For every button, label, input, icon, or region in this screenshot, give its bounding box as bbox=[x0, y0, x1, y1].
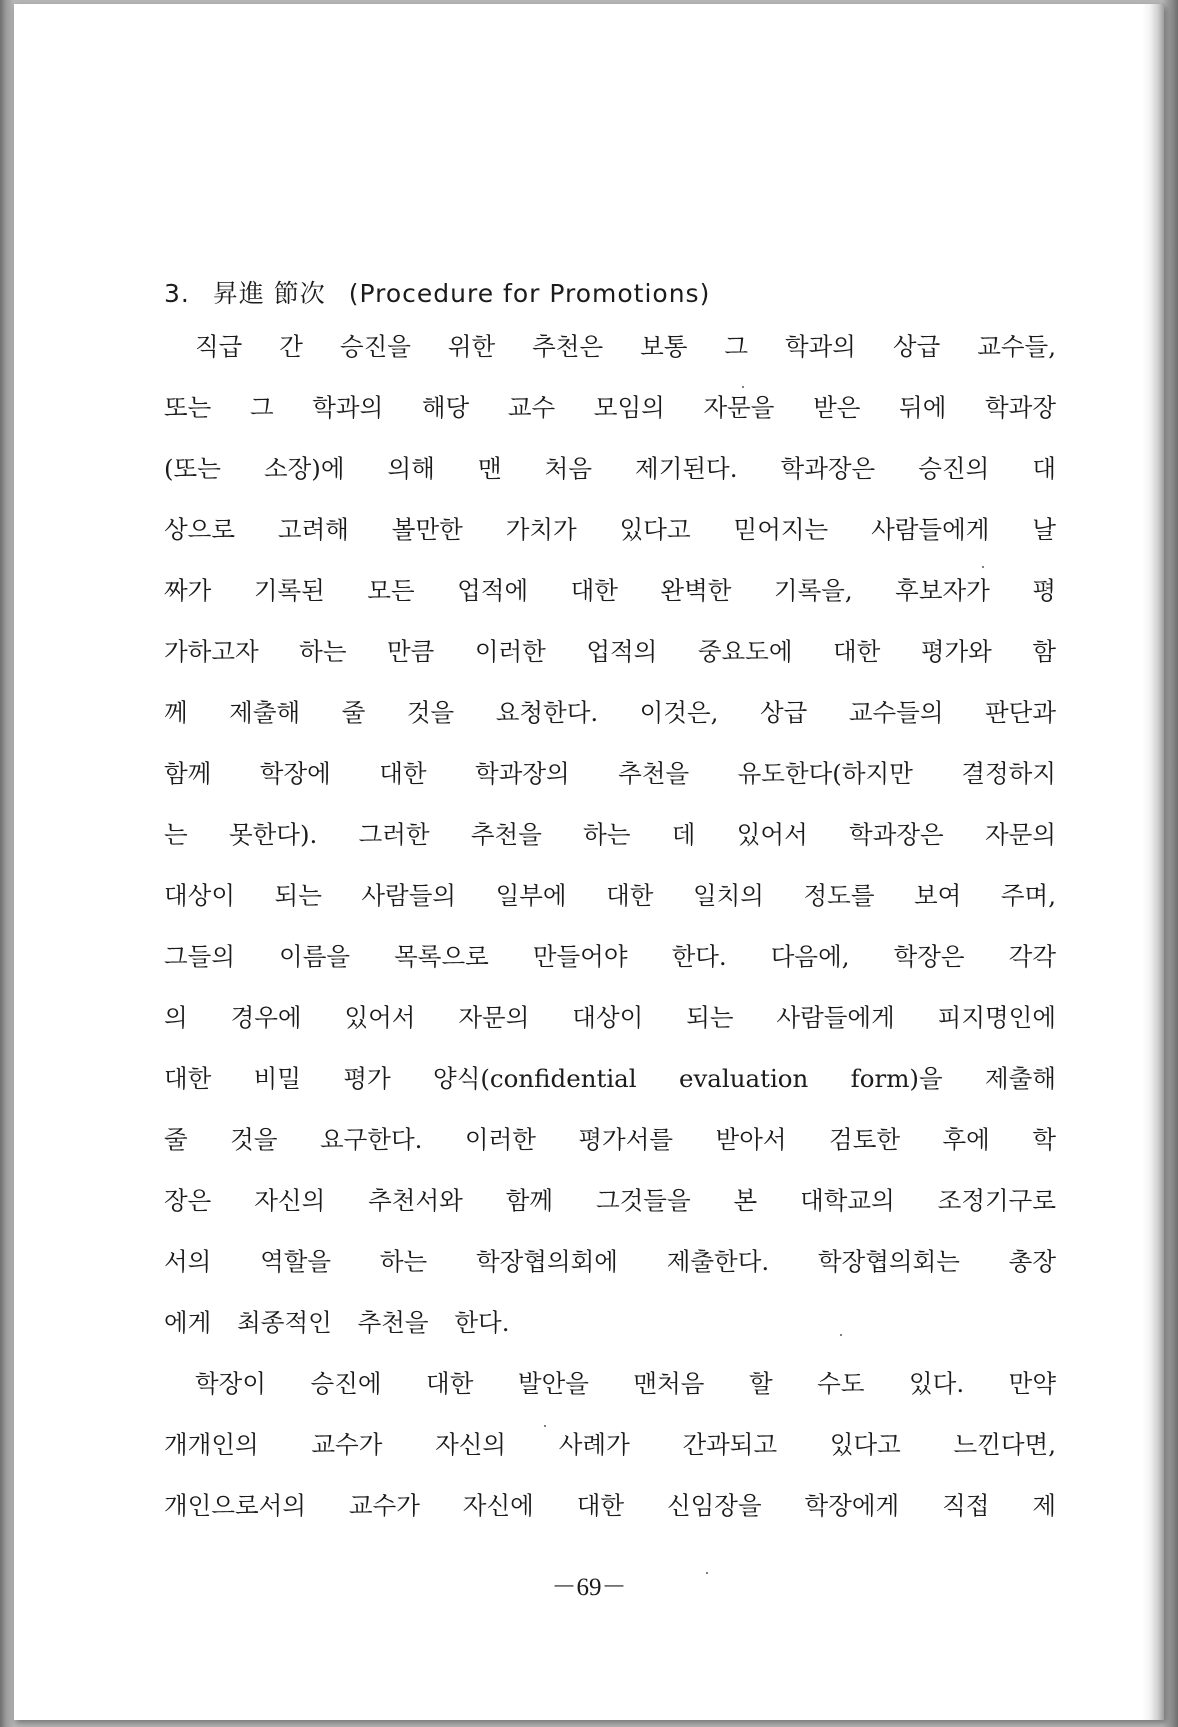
section-number: 3. bbox=[164, 279, 190, 308]
page-edge-shadow bbox=[1142, 4, 1164, 1720]
text-line: 는 못한다). 그러한 추천을 하는 데 있어서 학과장은 자문의 bbox=[164, 820, 1056, 849]
text-line: 개개인의 교수가 자신의 사례가 간과되고 있다고 느낀다면, bbox=[164, 1430, 1056, 1459]
section-title-english: (Procedure for Promotions) bbox=[348, 279, 711, 308]
scan-speck bbox=[742, 386, 744, 388]
section-heading bbox=[164, 272, 1056, 316]
text-line: 대한 비밀 평가 양식(confidential evaluation form)을 제출해 bbox=[164, 1064, 1056, 1093]
paragraph-1 bbox=[164, 316, 1056, 1353]
text-line: 개인으로서의 교수가 자신에 대한 신임장을 학장에게 직접 제 bbox=[164, 1491, 1056, 1520]
scan-speck bbox=[840, 1334, 842, 1336]
text-line: 또는 그 학과의 해당 교수 모임의 자문을 받은 뒤에 학과장 bbox=[164, 393, 1056, 422]
scan-speck bbox=[706, 1572, 708, 1574]
text-line: 에게 최종적인 추천을 한다. bbox=[164, 1308, 510, 1337]
text-line: 께 제출해 줄 것을 요청한다. 이것은, 상급 교수들의 판단과 bbox=[164, 698, 1056, 727]
text-line: 대상이 되는 사람들의 일부에 대한 일치의 정도를 보여 주며, bbox=[164, 881, 1056, 910]
text-line: (또는 소장)에 의해 맨 처음 제기된다. 학과장은 승진의 대 bbox=[164, 454, 1056, 483]
scan-speck bbox=[544, 1425, 546, 1427]
text-line: 함께 학장에 대한 학과장의 추천을 유도한다(하지만 결정하지 bbox=[164, 759, 1056, 788]
document-page bbox=[14, 4, 1164, 1720]
paragraph-2 bbox=[164, 1353, 1056, 1536]
text-line: 학장이 승진에 대한 발안을 맨처음 할 수도 있다. 만약 bbox=[195, 1369, 1056, 1398]
text-line: 장은 자신의 추천서와 함께 그것들을 본 대학교의 조정기구로 bbox=[164, 1186, 1056, 1215]
page-content bbox=[164, 272, 1056, 1536]
text-line: 줄 것을 요구한다. 이러한 평가서를 받아서 검토한 후에 학 bbox=[164, 1125, 1056, 1154]
section-title-hanja: 昇進 節次 bbox=[212, 279, 326, 308]
text-line: 서의 역할을 하는 학장협의회에 제출한다. 학장협의회는 총장 bbox=[164, 1247, 1056, 1276]
text-line: 그들의 이름을 목록으로 만들어야 한다. 다음에, 학장은 각각 bbox=[164, 942, 1056, 971]
text-line: 의 경우에 있어서 자문의 대상이 되는 사람들에게 피지명인에 bbox=[164, 1003, 1056, 1032]
page-number: －69－ bbox=[551, 1574, 627, 1601]
text-line: 짜가 기록된 모든 업적에 대한 완벽한 기록을, 후보자가 평 bbox=[164, 576, 1056, 605]
text-line: 상으로 고려해 볼만한 가치가 있다고 믿어지는 사람들에게 날 bbox=[164, 515, 1056, 544]
text-line: 직급 간 승진을 위한 추천은 보통 그 학과의 상급 교수들, bbox=[195, 332, 1056, 361]
text-line: 가하고자 하는 만큼 이러한 업적의 중요도에 대한 평가와 함 bbox=[164, 637, 1056, 666]
scan-speck bbox=[982, 566, 984, 568]
